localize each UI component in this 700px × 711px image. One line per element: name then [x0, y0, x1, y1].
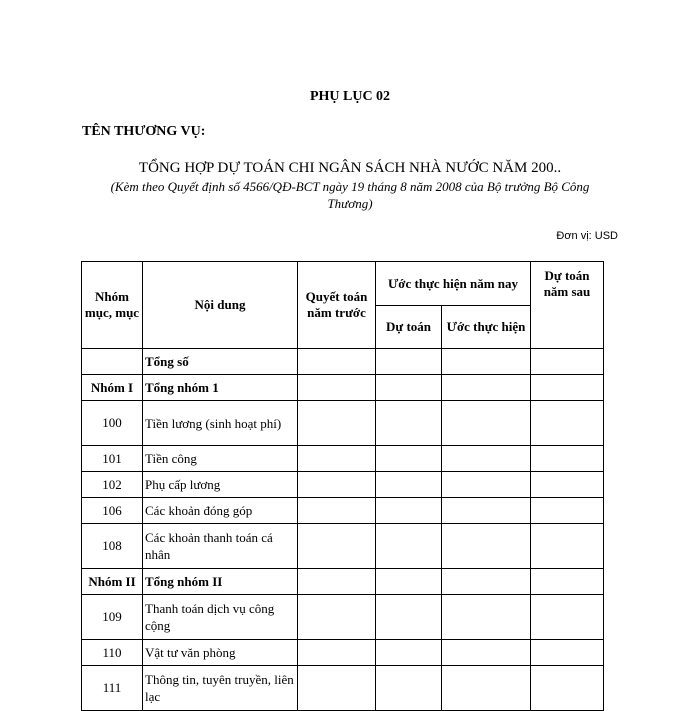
- next-year-cell: [531, 349, 604, 375]
- row-content: Thanh toán dịch vụ công cộng: [143, 595, 298, 640]
- budget-estimate-cell: [376, 375, 442, 401]
- table-row: [82, 401, 604, 446]
- row-content: Tiền công: [143, 446, 298, 472]
- settlement-cell: [298, 349, 376, 375]
- table-row: [82, 595, 604, 640]
- row-code: 101: [82, 446, 143, 472]
- next-year-cell: [531, 569, 604, 595]
- header-actual-estimate: Ước thực hiện: [442, 306, 531, 349]
- next-year-cell: [531, 595, 604, 640]
- row-code: Nhóm I: [82, 375, 143, 401]
- settlement-cell: [298, 401, 376, 446]
- actual-estimate-cell: [442, 401, 531, 446]
- document-subtitle: (Kèm theo Quyết định số 4566/QĐ-BCT ngày 19 tháng 8 năm 2008 của Bộ trưởng Bộ Công Thương): [110, 179, 590, 211]
- budget-estimate-cell: [376, 569, 442, 595]
- row-code: 109: [82, 595, 143, 640]
- settlement-cell: [298, 524, 376, 569]
- document-title: TỔNG HỢP DỰ TOÁN CHI NGÂN SÁCH NHÀ NƯỚC NĂM 200..: [138, 160, 562, 176]
- row-content: Thông tin, tuyên truyền, liên lạc: [143, 666, 298, 711]
- actual-estimate-cell: [442, 524, 531, 569]
- next-year-cell: [531, 498, 604, 524]
- actual-estimate-cell: [442, 446, 531, 472]
- next-year-cell: [531, 666, 604, 711]
- settlement-cell: [298, 640, 376, 666]
- header-content: Nội dung: [143, 262, 298, 349]
- row-content: Vật tư văn phòng: [143, 640, 298, 666]
- actual-estimate-cell: [442, 640, 531, 666]
- budget-estimate-cell: [376, 595, 442, 640]
- actual-estimate-cell: [442, 569, 531, 595]
- next-year-cell: [531, 375, 604, 401]
- row-content: Tổng nhóm 1: [143, 375, 298, 401]
- actual-estimate-cell: [442, 595, 531, 640]
- row-code: 108: [82, 524, 143, 569]
- header-next-year-budget: Dự toán năm sau: [531, 262, 604, 349]
- row-code: 111: [82, 666, 143, 711]
- row-content: Tổng số: [143, 349, 298, 375]
- table-row: [82, 666, 604, 711]
- actual-estimate-cell: [442, 349, 531, 375]
- next-year-cell: [531, 446, 604, 472]
- next-year-cell: [531, 401, 604, 446]
- row-code: 106: [82, 498, 143, 524]
- currency-unit: Đơn vị: USD: [556, 230, 618, 242]
- table-body: [82, 349, 604, 711]
- settlement-cell: [298, 666, 376, 711]
- row-content: Tiền lương (sinh hoạt phí): [143, 401, 298, 446]
- budget-estimate-cell: [376, 640, 442, 666]
- row-content: Tổng nhóm II: [143, 569, 298, 595]
- row-content: Các khoản đóng góp: [143, 498, 298, 524]
- settlement-cell: [298, 595, 376, 640]
- header-group-code: Nhóm mục, mục: [82, 262, 143, 349]
- budget-estimate-cell: [376, 349, 442, 375]
- row-code: [82, 349, 143, 375]
- actual-estimate-cell: [442, 375, 531, 401]
- header-settlement: Quyết toán năm trước: [298, 262, 376, 349]
- settlement-cell: [298, 472, 376, 498]
- budget-estimate-cell: [376, 666, 442, 711]
- actual-estimate-cell: [442, 666, 531, 711]
- row-code: Nhóm II: [82, 569, 143, 595]
- next-year-cell: [531, 640, 604, 666]
- next-year-cell: [531, 524, 604, 569]
- appendix-title: PHỤ LỤC 02: [309, 89, 391, 104]
- budget-table: [81, 261, 604, 711]
- settlement-cell: [298, 569, 376, 595]
- table-row: [82, 569, 604, 595]
- header-budget-estimate: Dự toán: [376, 306, 442, 349]
- row-content: Các khoản thanh toán cá nhân: [143, 524, 298, 569]
- table-row: [82, 640, 604, 666]
- budget-estimate-cell: [376, 401, 442, 446]
- settlement-cell: [298, 498, 376, 524]
- table-row: [82, 524, 604, 569]
- next-year-cell: [531, 472, 604, 498]
- table-row: [82, 472, 604, 498]
- table-row: [82, 349, 604, 375]
- actual-estimate-cell: [442, 498, 531, 524]
- actual-estimate-cell: [442, 472, 531, 498]
- settlement-cell: [298, 446, 376, 472]
- header-current-year-estimate: Ước thực hiện năm nay: [376, 262, 531, 306]
- table-row: [82, 446, 604, 472]
- table-row: [82, 498, 604, 524]
- row-code: 102: [82, 472, 143, 498]
- office-name-label: TÊN THƯƠNG VỤ:: [82, 124, 206, 139]
- budget-estimate-cell: [376, 524, 442, 569]
- budget-estimate-cell: [376, 498, 442, 524]
- budget-estimate-cell: [376, 472, 442, 498]
- row-code: 100: [82, 401, 143, 446]
- budget-estimate-cell: [376, 446, 442, 472]
- row-code: 110: [82, 640, 143, 666]
- row-content: Phụ cấp lương: [143, 472, 298, 498]
- settlement-cell: [298, 375, 376, 401]
- table-row: [82, 375, 604, 401]
